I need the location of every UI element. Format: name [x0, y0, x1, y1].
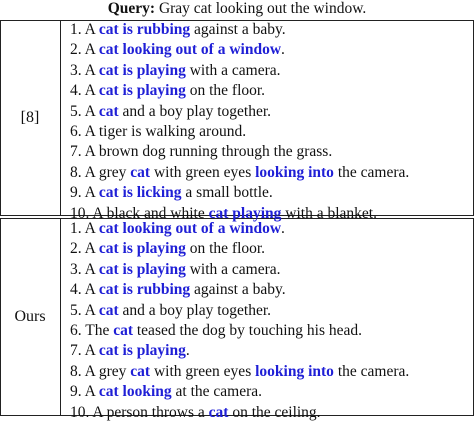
- caption-text: 10. A black and white: [70, 204, 209, 222]
- caption-text: 4. A: [70, 281, 99, 299]
- result-item: [70, 260, 474, 280]
- caption-text: 3. A: [70, 61, 99, 79]
- caption-text: teased the dog by touching his head.: [133, 321, 363, 339]
- result-item: [70, 61, 474, 81]
- result-item: [70, 81, 474, 101]
- highlighted-phrase: cat is playing: [98, 342, 186, 360]
- result-item: [70, 362, 474, 382]
- caption-text: with a blanket.: [281, 204, 377, 222]
- highlighted-phrase: cat is playing: [98, 82, 186, 100]
- highlighted-phrase: cat looking out of a window: [98, 220, 282, 237]
- caption-text: against a baby.: [190, 21, 286, 38]
- caption-text: the camera.: [333, 163, 410, 181]
- result-item: [70, 183, 474, 203]
- caption-text: with green eyes: [150, 362, 256, 380]
- caption-text: 3. A: [70, 260, 99, 278]
- caption-text: 9. A: [70, 184, 99, 202]
- highlighted-phrase: cat: [98, 102, 119, 120]
- method-label: [8]: [20, 109, 40, 126]
- caption-text: 10. A person throws a: [70, 403, 209, 421]
- result-item: [70, 163, 474, 183]
- result-item: [70, 219, 474, 239]
- caption-text: 1. A: [70, 220, 99, 237]
- caption-text: 8. A grey: [70, 163, 131, 181]
- result-item: [70, 239, 474, 259]
- caption-text: .: [185, 342, 190, 360]
- highlighted-phrase: cat: [130, 163, 151, 181]
- highlighted-phrase: cat: [130, 362, 151, 380]
- highlighted-phrase: cat: [98, 301, 119, 319]
- result-item: [70, 321, 474, 341]
- caption-text: on the ceiling.: [228, 403, 321, 421]
- caption-text: against a baby.: [190, 281, 286, 299]
- result-item: [70, 382, 474, 402]
- caption-text: with a camera.: [185, 61, 281, 79]
- result-list: [70, 219, 474, 423]
- caption-text: 5. A: [70, 102, 99, 120]
- query-header: [0, 0, 474, 20]
- result-item: [70, 301, 474, 321]
- caption-text: with a camera.: [185, 260, 281, 278]
- caption-text: with green eyes: [150, 163, 256, 181]
- result-list: [70, 20, 474, 224]
- caption-text: 2. A: [70, 240, 99, 258]
- highlighted-phrase: cat is playing: [98, 260, 186, 278]
- result-item: [70, 341, 474, 361]
- caption-text: .: [281, 220, 285, 237]
- highlighted-phrase: cat is playing: [98, 240, 186, 258]
- highlighted-phrase: cat looking out of a window: [98, 41, 282, 59]
- caption-text: 4. A: [70, 82, 99, 100]
- method-label: Ours: [14, 308, 46, 325]
- highlighted-phrase: cat is playing: [98, 61, 186, 79]
- highlighted-phrase: looking into: [255, 362, 334, 380]
- result-item: [70, 280, 474, 300]
- result-item: [70, 40, 474, 60]
- caption-text: a small bottle.: [181, 184, 273, 202]
- result-item: [70, 403, 474, 423]
- highlighted-phrase: cat is licking: [98, 184, 182, 202]
- query-text: Gray cat looking out the window.: [158, 0, 367, 17]
- caption-text: 7. A: [70, 342, 99, 360]
- caption-text: 8. A grey: [70, 362, 131, 380]
- caption-text: 1. A: [70, 21, 99, 38]
- highlighted-phrase: cat playing: [208, 204, 282, 222]
- query-label: Query:: [107, 0, 156, 17]
- caption-text: at the camera.: [171, 383, 262, 401]
- highlighted-phrase: cat is rubbing: [98, 21, 191, 38]
- result-item: [70, 102, 474, 122]
- section-baseline: [0, 20, 474, 222]
- caption-text: 5. A: [70, 301, 99, 319]
- caption-text: the camera.: [333, 362, 410, 380]
- highlighted-phrase: looking into: [255, 163, 334, 181]
- caption-text: on the floor.: [185, 240, 266, 258]
- result-item: [70, 20, 474, 40]
- caption-text: and a boy play together.: [118, 102, 272, 120]
- caption-text: 2. A: [70, 41, 99, 59]
- caption-text: 7. A brown dog running through the grass.: [70, 143, 333, 161]
- caption-text: on the floor.: [185, 82, 266, 100]
- caption-text: 6. A tiger is walking around.: [70, 122, 247, 140]
- highlighted-phrase: cat: [113, 321, 133, 339]
- result-item: [70, 142, 474, 162]
- caption-text: 9. A: [70, 383, 99, 401]
- highlighted-phrase: cat: [208, 403, 229, 421]
- highlighted-phrase: cat looking: [98, 383, 172, 401]
- caption-text: and a boy play together.: [118, 301, 272, 319]
- caption-text: .: [281, 41, 285, 59]
- result-item: [70, 122, 474, 142]
- section-ours: [0, 219, 474, 421]
- caption-text: 6. The: [70, 321, 114, 339]
- highlighted-phrase: cat is rubbing: [98, 281, 191, 299]
